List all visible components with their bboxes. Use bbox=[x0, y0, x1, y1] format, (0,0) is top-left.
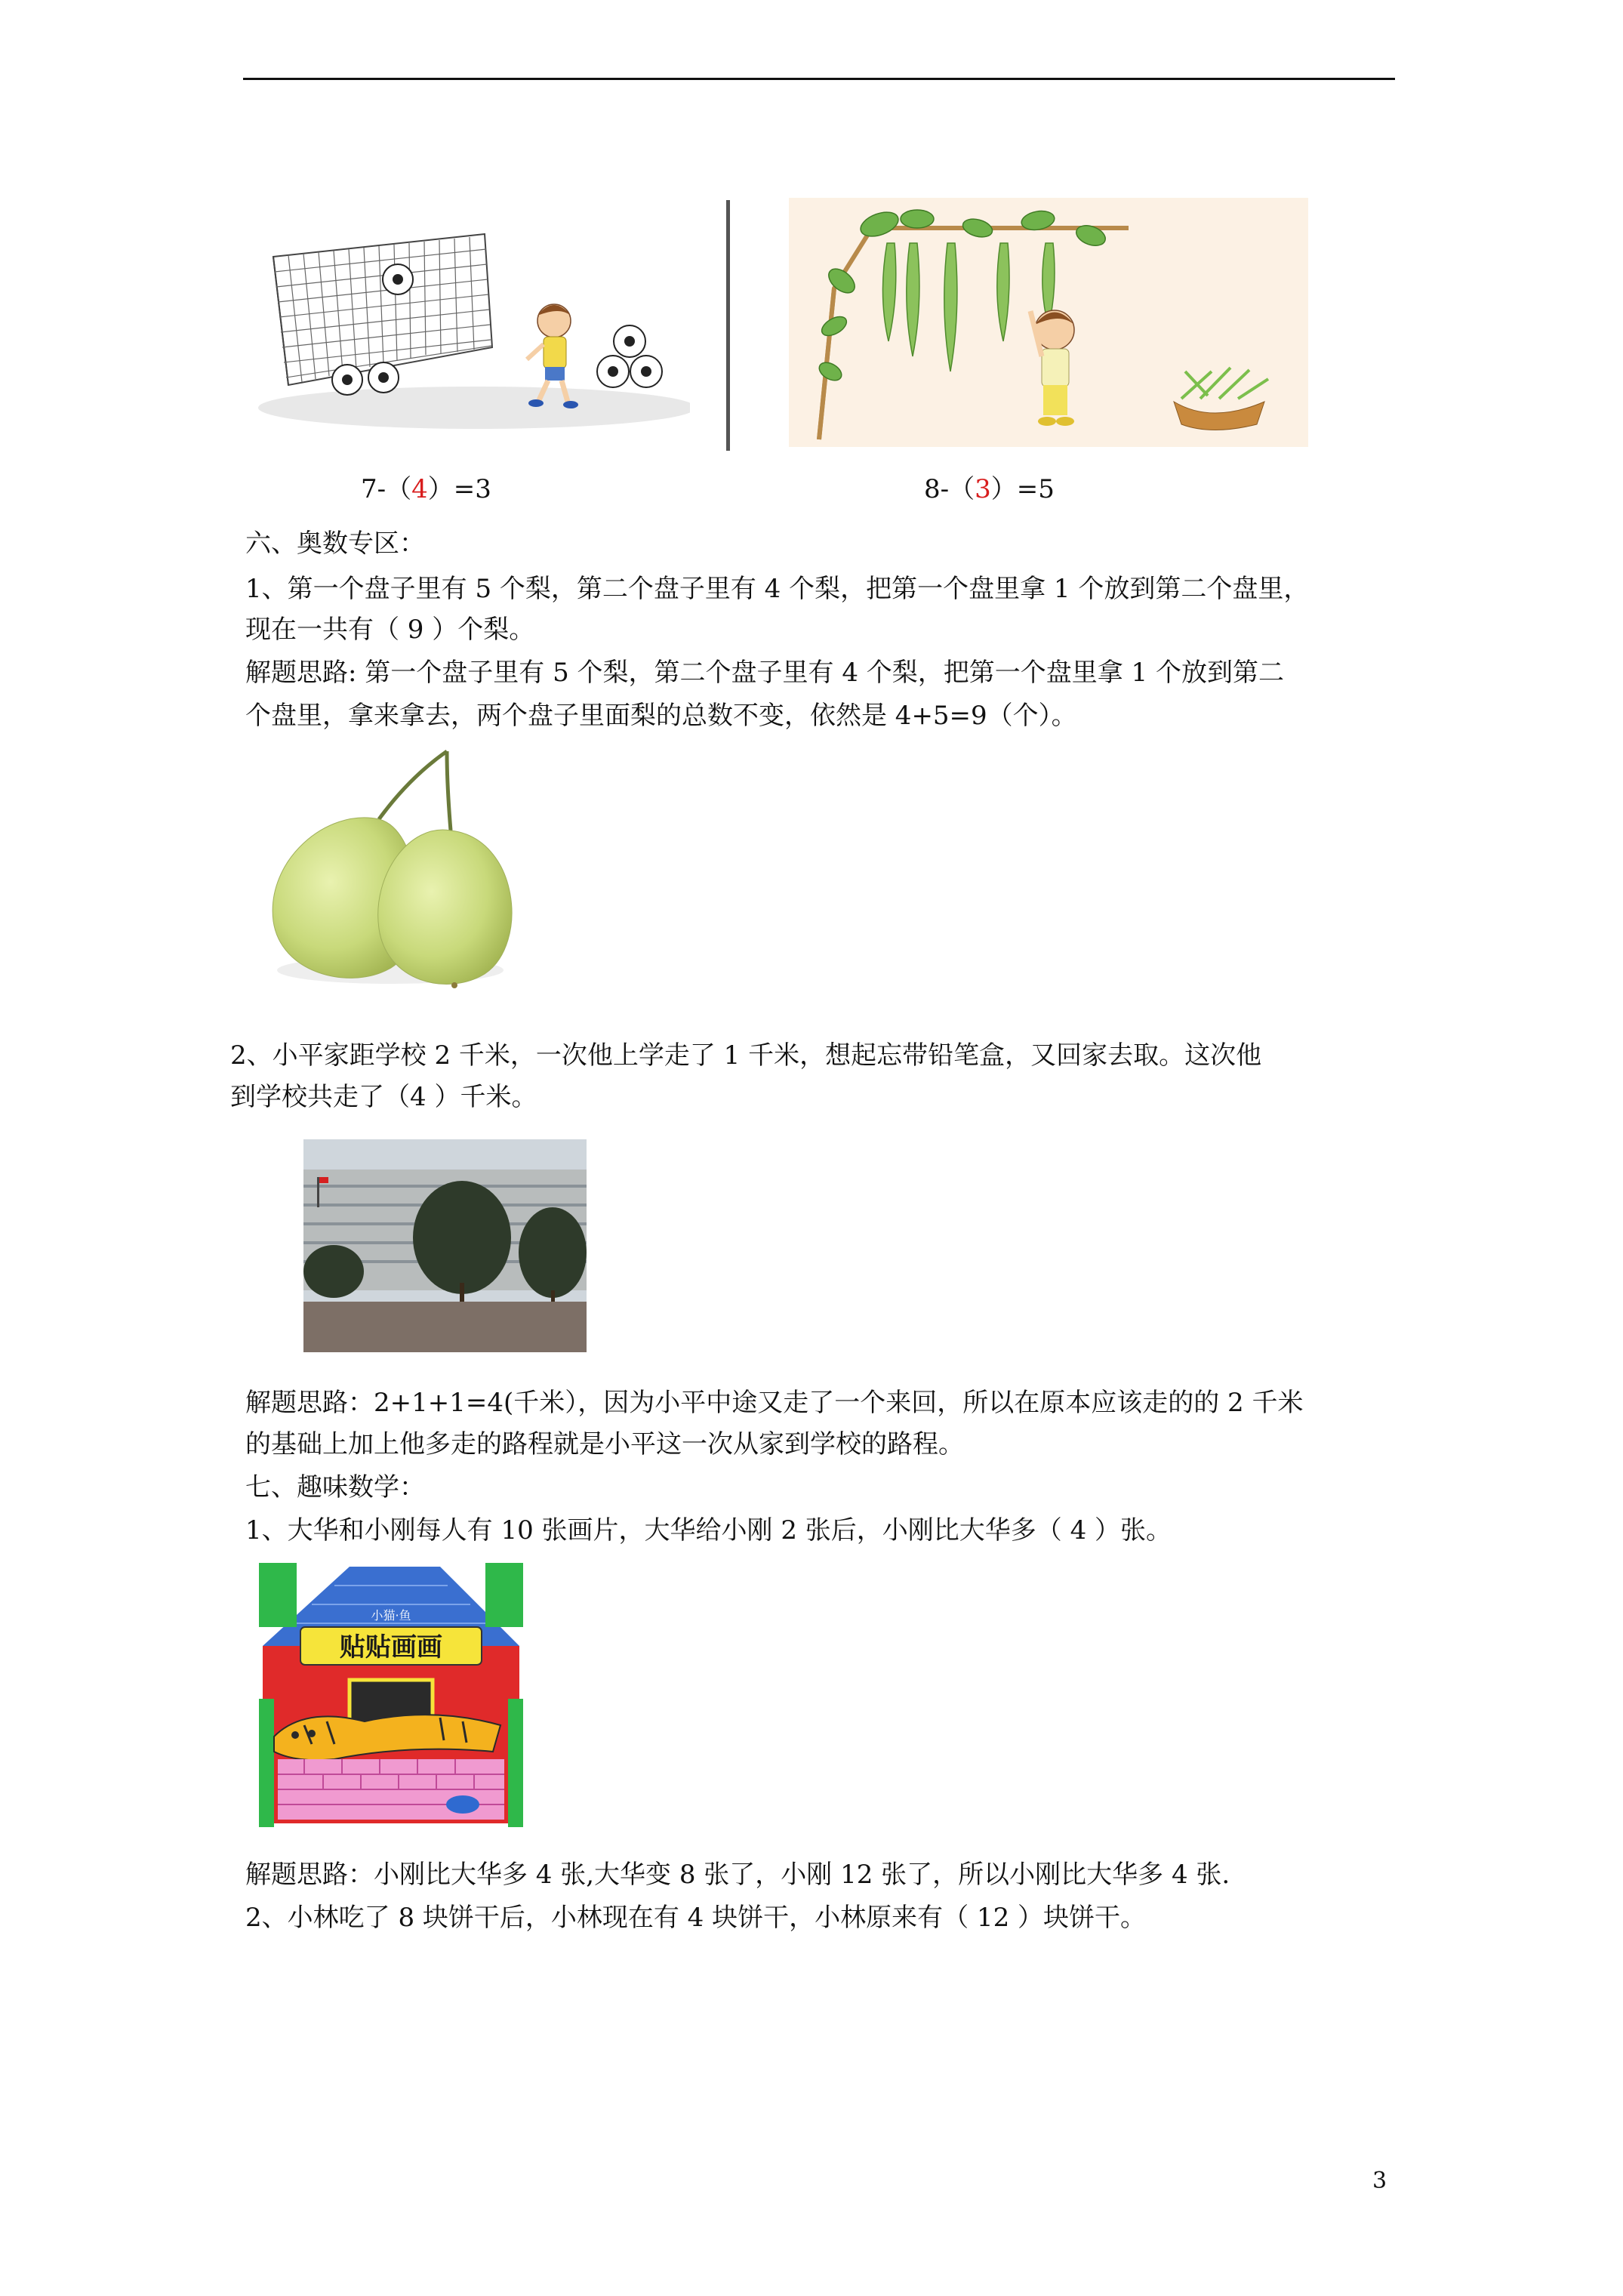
eq-left-part1: 7-（ bbox=[361, 474, 412, 504]
sticker-book-cover bbox=[259, 1563, 523, 1827]
section6-title: 六、奥数专区： bbox=[245, 529, 425, 559]
page-number: 3 bbox=[1372, 2168, 1387, 2194]
section7-q2: 2、小林吃了 8 块饼干后，小林现在有 4 块饼干，小林原来有（ 12 ）块饼干。 bbox=[245, 1903, 1147, 1933]
picture-divider bbox=[726, 200, 730, 451]
eq-left-answer: 4 bbox=[411, 474, 428, 504]
section6-q2-solution-line2: 的基础上加上他多走的路程就是小平这一次从家到学校的路程。 bbox=[245, 1429, 964, 1459]
soccer-goal-illustration bbox=[258, 211, 690, 430]
section7-q1: 1、大华和小刚每人有 10 张画片，大华给小刚 2 张后，小刚比大华多（ 4 ）张。 bbox=[245, 1515, 1172, 1546]
header-rule bbox=[243, 78, 1395, 80]
section6-q2-solution-line1: 解题思路：2+1+1=4(千米），因为小平中途又走了一个来回，所以在原本应该走的的 2 千米 bbox=[245, 1388, 1304, 1418]
equation-left bbox=[361, 472, 491, 507]
equation-right bbox=[924, 472, 1055, 507]
pears-photo bbox=[258, 747, 545, 1015]
section6-q1-line2: 现在一共有（ 9 ）个梨。 bbox=[245, 615, 535, 645]
bean-vine-illustration bbox=[789, 198, 1308, 447]
section6-q2-line2: 到学校共走了（4 ）千米。 bbox=[230, 1082, 537, 1112]
school-building-photo bbox=[303, 1139, 587, 1352]
section7-title: 七、趣味数学： bbox=[245, 1472, 425, 1502]
section6-q1-solution-line1: 解题思路: 第一个盘子里有 5 个梨，第二个盘子里有 4 个梨，把第一个盘里拿 1 个放到第二 bbox=[245, 658, 1285, 688]
section6-q1-line1: 1、第一个盘子里有 5 个梨，第二个盘子里有 4 个梨，把第一个盘里拿 1 个放到第二个盘里， bbox=[245, 574, 1310, 604]
eq-right-part2: ）=5 bbox=[990, 474, 1055, 504]
eq-left-part2: ）=3 bbox=[427, 474, 491, 504]
book-title-text: 贴贴画画 bbox=[340, 1632, 442, 1663]
section6-q2-line1: 2、小平家距学校 2 千米，一次他上学走了 1 千米，想起忘带铅笔盒，又回家去取。这次他 bbox=[230, 1040, 1262, 1071]
eq-right-answer: 3 bbox=[975, 474, 991, 504]
section7-q1-solution: 解题思路：小刚比大华多 4 张,大华变 8 张了，小刚 12 张了，所以小刚比大华多 4 张. bbox=[245, 1860, 1230, 1890]
book-subtitle-text: 小猫·鱼 bbox=[371, 1608, 411, 1623]
eq-right-part1: 8-（ bbox=[924, 474, 975, 504]
section6-q1-solution-line2: 个盘里，拿来拿去，两个盘子里面梨的总数不变，依然是 4+5=9（个）。 bbox=[245, 701, 1077, 731]
